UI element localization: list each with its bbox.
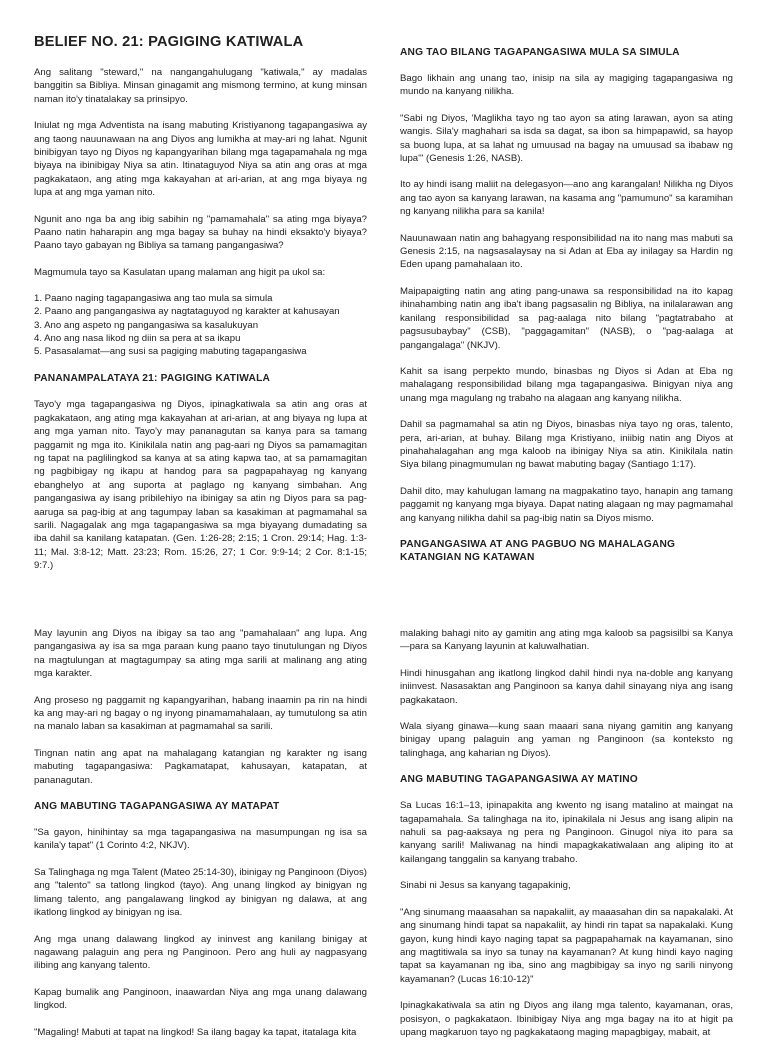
section-heading: ANG MABUTING TAGAPANGASIWA AY MATAPAT <box>34 801 280 813</box>
paragraph: Tingnan natin ang apat na mahalagang katangian ng karakter ng isang mabuting tagapangasiwa: Pagkamatapat, kahusayan, katapatan, at pananagutan. <box>34 747 367 786</box>
paragraph: Ngunit ano nga ba ang ibig sabihin ng "pamamahala" sa ating mga biyaya? Paano natin haharapin ang mga bagay sa buhay na hindi eksakto'y biyaya? Paano tayo gabayan ng Bibliya sa tamang pangangasiwa? <box>34 213 367 252</box>
paragraph: "Sa gayon, hinihintay sa mga tagapangasiwa na masumpungan ng isa sa kanila'y tapat" (1 Corinto 4:2, NKJV). <box>34 827 367 852</box>
list-item: 5. Pasasalamat—ang susi sa pagiging mabuting tagapangasiwa <box>34 346 307 358</box>
paragraph: malaking bahagi nito ay gamitin ang ating mga kaloob sa pagsisilbi sa Kanya—para sa Kanyang layunin at kaluwalhatian. <box>400 628 733 653</box>
list-item: 4. Ano ang nasa likod ng diin sa pera at sa ikapu <box>34 332 241 344</box>
document-title: BELIEF NO. 21: PAGIGING KATIWALA <box>34 34 304 50</box>
section-heading: ANG TAO BILANG TAGAPANGASIWA MULA SA SIMULA <box>400 47 680 58</box>
paragraph: Ang proseso ng paggamit ng kapangyarihan, habang inaamin pa rin na hindi ka ang may-ari ng bagay o ng inyong pinamamahalaan, ay tumutulong sa atin na manalo laban sa kasakiman at pagmamahal sa sarili. <box>34 694 367 733</box>
paragraph: Kapag bumalik ang Panginoon, inaawardan Niya ang mga unang dalawang lingkod. <box>34 986 367 1012</box>
left-column <box>34 34 367 586</box>
paragraph: Bago likhain ang unang tao, inisip na sila ay magiging tagapangasiwa ng mundo na kanyang nilikha. <box>400 73 733 98</box>
paragraph: Ang salitang "steward," na nangangahulugang "katiwala," ay madalas banggitin sa Bibliya. Minsan ginagamit ang mismong termino, at kung minsan naman ito'y tinatalakay sa prinsipyo. <box>34 67 367 105</box>
paragraph: Nauunawaan natin ang bahagyang responsibilidad na ito nang mas mabuti sa Genesis 2:15, na nagsasalaysay na si Adan at Eba ay inilagay sa Hardin ng Eden upang pamahalaan ito. <box>400 232 733 271</box>
right-column <box>400 46 733 577</box>
paragraph: "Sabi ng Diyos, 'Maglikha tayo ng tao ayon sa ating larawan, ayon sa ating wangis. Sila'y maghahari sa isda sa dagat, sa ibon sa himpapawid, sa hayop sa buong lupa, at sa lahat ng umuusad na bagay na umuusad sa ibabaw ng lupa'" (Genesis 1:26, NASB). <box>400 112 733 165</box>
paragraph: Dahil sa pagmamahal sa atin ng Diyos, binasbas niya tayo ng oras, talento, pera, ari-arian, at buhay. Bilang mga Kristiyano, iniibig natin ang Diyos at pinahahalagahan ang mga kaloob na ibinigay Niya sa atin. Kinikilala natin Siya bilang pinagmumulan ng bawat mabuting bagay (Santiago 1:17). <box>400 419 733 471</box>
list-item: 1. Paano naging tagapangasiwa ang tao mula sa simula <box>34 293 273 305</box>
list-item: 3. Ano ang aspeto ng pangangasiwa sa kasalukuyan <box>34 319 259 331</box>
section-heading: ANG MABUTING TAGAPANGASIWA AY MATINO <box>400 774 638 786</box>
paragraph: "Ang sinumang maaasahan sa napakaliit, ay maaasahan din sa napakalaki. At ang sinumang hindi tapat sa napakaliit, ay hindi rin tapat sa napakalaki. Kung gayon, kung hindi kayo naging tapat sa pagpapahamak na kayamanan, sino ang magtitiwala sa inyo sa tunay na kayamanan? At kung hindi kayo naging tapat sa kayamanan ng iba, sino ang magbibigay sa inyo ng sarili ninyong kayamanan? (Lucas 16:10-12)" <box>400 906 733 985</box>
right-column <box>400 627 733 1052</box>
paragraph: Ito ay hindi isang maliit na delegasyon—ano ang karangalan! Nilikha ng Diyos ang tao ayon sa kanyang larawan, na kasama ang "pamumuno" sa karamihan ng kanyang nilikha para sa kanila! <box>400 179 733 218</box>
paragraph: Sinabi ni Jesus sa kanyang tagapakinig, <box>400 880 571 892</box>
paragraph: "Magaling! Mabuti at tapat na lingkod! Sa ilang bagay ka tapat, itatalaga kita <box>34 1026 357 1038</box>
paragraph: Ang mga unang dalawang lingkod ay ininvest ang kanilang binigay at nagawang palaguin ang pera ng Panginoon. Pero ang huli ay nagpasyang ilibing ang kanyang talento. <box>34 933 367 972</box>
paragraph: Kahit sa isang perpekto mundo, binasbas ng Diyos si Adan at Eba ng mahalagang responsibilidad bilang mga tagapangasiwa. Binigyan niya ang unang mga magulang ng trabaho na alagaan ang kanyang nilikha. <box>400 365 733 404</box>
paragraph: Iniulat ng mga Adventista na isang mabuting Kristiyanong tagapangasiwa ay ang taong nauunawaan na ang Diyos ang lumikha at may-ari ng lahat. Ngunit binibigyan tayo ng Diyos ng kapangyarihan bilang mga tagapamahala ng mga biyaya na ibinibigay Niya sa atin. Itinataguyod Niya sa atin ang oras at mga pagkakataon, ang ating mga kakayahan at ari-arian, at ang mga biyaya ng lupa at ang mga yaman nito. <box>34 120 367 199</box>
section-heading: PANGANGASIWA AT ANG PAGBUO NG MAHALAGANG KATANGIAN NG KATAWAN <box>400 538 676 563</box>
page-divider <box>0 604 768 614</box>
list-item: 2. Paano ang pangangasiwa ay nagtataguyod ng karakter at kahusayan <box>34 306 340 318</box>
paragraph: Ipinagkakatiwala sa atin ng Diyos ang ilang mga talento, kayamanan, oras, posisyon, o pagkakataon. Ibinibigay Niya ang mga bagay na ito at higit pa upang magkaruon tayo ng pagkakataong maging mapagbigay, mabait, at <box>400 1000 733 1038</box>
paragraph: Sa Talinghaga ng mga Talent (Mateo 25:14-30), ibinigay ng Panginoon (Diyos) ang "talento" sa tatlong lingkod (tayo). Ang unang lingkod ay binigyan ng limang talento, ang pangalawang lingkod ay binigyan ng dalawa, at ang ikatlong lingkod ay binigyan ng isa. <box>34 866 367 919</box>
page-bottom <box>0 615 768 1038</box>
paragraph: Wala siyang ginawa—kung saan maaari sana niyang gamitin ang kanyang binigay upang palaguin ang yaman ng Panginoon (sa konteksto ng talinghaga, ang kaharian ng Diyos). <box>400 721 733 759</box>
left-column <box>34 627 367 1052</box>
paragraph: Tayo'y mga tagapangasiwa ng Diyos, ipinagkatiwala sa atin ang oras at pagkakataon, ang ating mga kakayahan at ari-arian, at ang biyaya ng lupa at ang mga yaman nito. Tayo'y may pananagutan sa kanya para sa tamang paggamit ng mga ito. Kinikilala natin ang pag-aari ng Diyos sa pamamagitan ng tapat na paglilingkod sa kanya at sa ating kapwa tao, at sa pamamagitan ng pagbibigay ng ikapu at handog para sa pagpapahayag ng kanyang ebanghelyo at ang suporta at paglago ng kanyang simbahan. Ang pangangasiwa ay isang pribilehiyo na ibinigay sa atin ng Diyos para sa pag-aaruga sa pag-ibig at ang tagumpay laban sa kasakiman at pagmamahal sa sarili. Nagagalak ang mga tagapangasiwa sa mga biyayang dumadating sa iba dahil sa kanilang katapatan. (Gen. 1:26-28; 2:15; 1 Cron. 29:14; Hag. 1:3-11; Mal. 3:8-12; Matt. 23:23; Rom. 15:26, 27; 1 Cor. 9:9-14; 2 Cor. 8:1-15; 9:7.) <box>34 399 367 572</box>
paragraph: May layunin ang Diyos na ibigay sa tao ang "pamahalaan" ang lupa. Ang pangangasiwa ay isa sa mga paraan kung paano tayo tinutulungan ng Diyos na magtulungan at magtagumpay sa ating mga sarili at malinang ang ating mga karakter. <box>34 628 367 680</box>
paragraph: Hindi hinusgahan ang ikatlong lingkod dahil hindi nya na-doble ang kanyang iniinvest. Nasasaktan ang Panginoon sa kanya dahil sinayang niya ang isang pagkakataon. <box>400 667 733 706</box>
paragraph: Maipapaigting natin ang ating pang-unawa sa responsibilidad na ito kapag ihinahambing natin ang iba't ibang pagsasalin ng Bibliya, na inilalarawan ang kanilang responsibilidad sa pag-aalaga nito bilang "pagtatrabaho at pagsusubaybay" (CSB), "paggagamitan" (NASB), o "pag-aalaga at pangangalaga" (NKJV). <box>400 285 733 351</box>
paragraph: Sa Lucas 16:1–13, ipinapakita ang kwento ng isang matalino at maingat na tagapamahala. Sa talinghaga na ito, ipinakilala ni Jesus ang isang alipin na nahuli sa pag-aaksaya ng pera ng Panginoon. Ginugol niya ito para sa kanyang sarili! Maliwanag na hindi mapagkakatiwalaan ang aliping ito at kailangang tanggalin sa kanyang trabaho. <box>400 800 733 865</box>
paragraph: Dahil dito, may kahulugan lamang na magpakatino tayo, hanapin ang tamang paggamit ng kanyang mga biyaya. Dapat nating alagaan ng may pagmamahal ang kanyang nilikha dahil sa pag-ibig natin sa Diyos mismo. <box>400 485 733 524</box>
paragraph: Magmumula tayo sa Kasulatan upang malaman ang higit pa ukol sa: <box>34 266 326 278</box>
section-heading: PANANAMPALATAYA 21: PAGIGING KATIWALA <box>34 373 271 385</box>
topic-list <box>34 292 367 358</box>
